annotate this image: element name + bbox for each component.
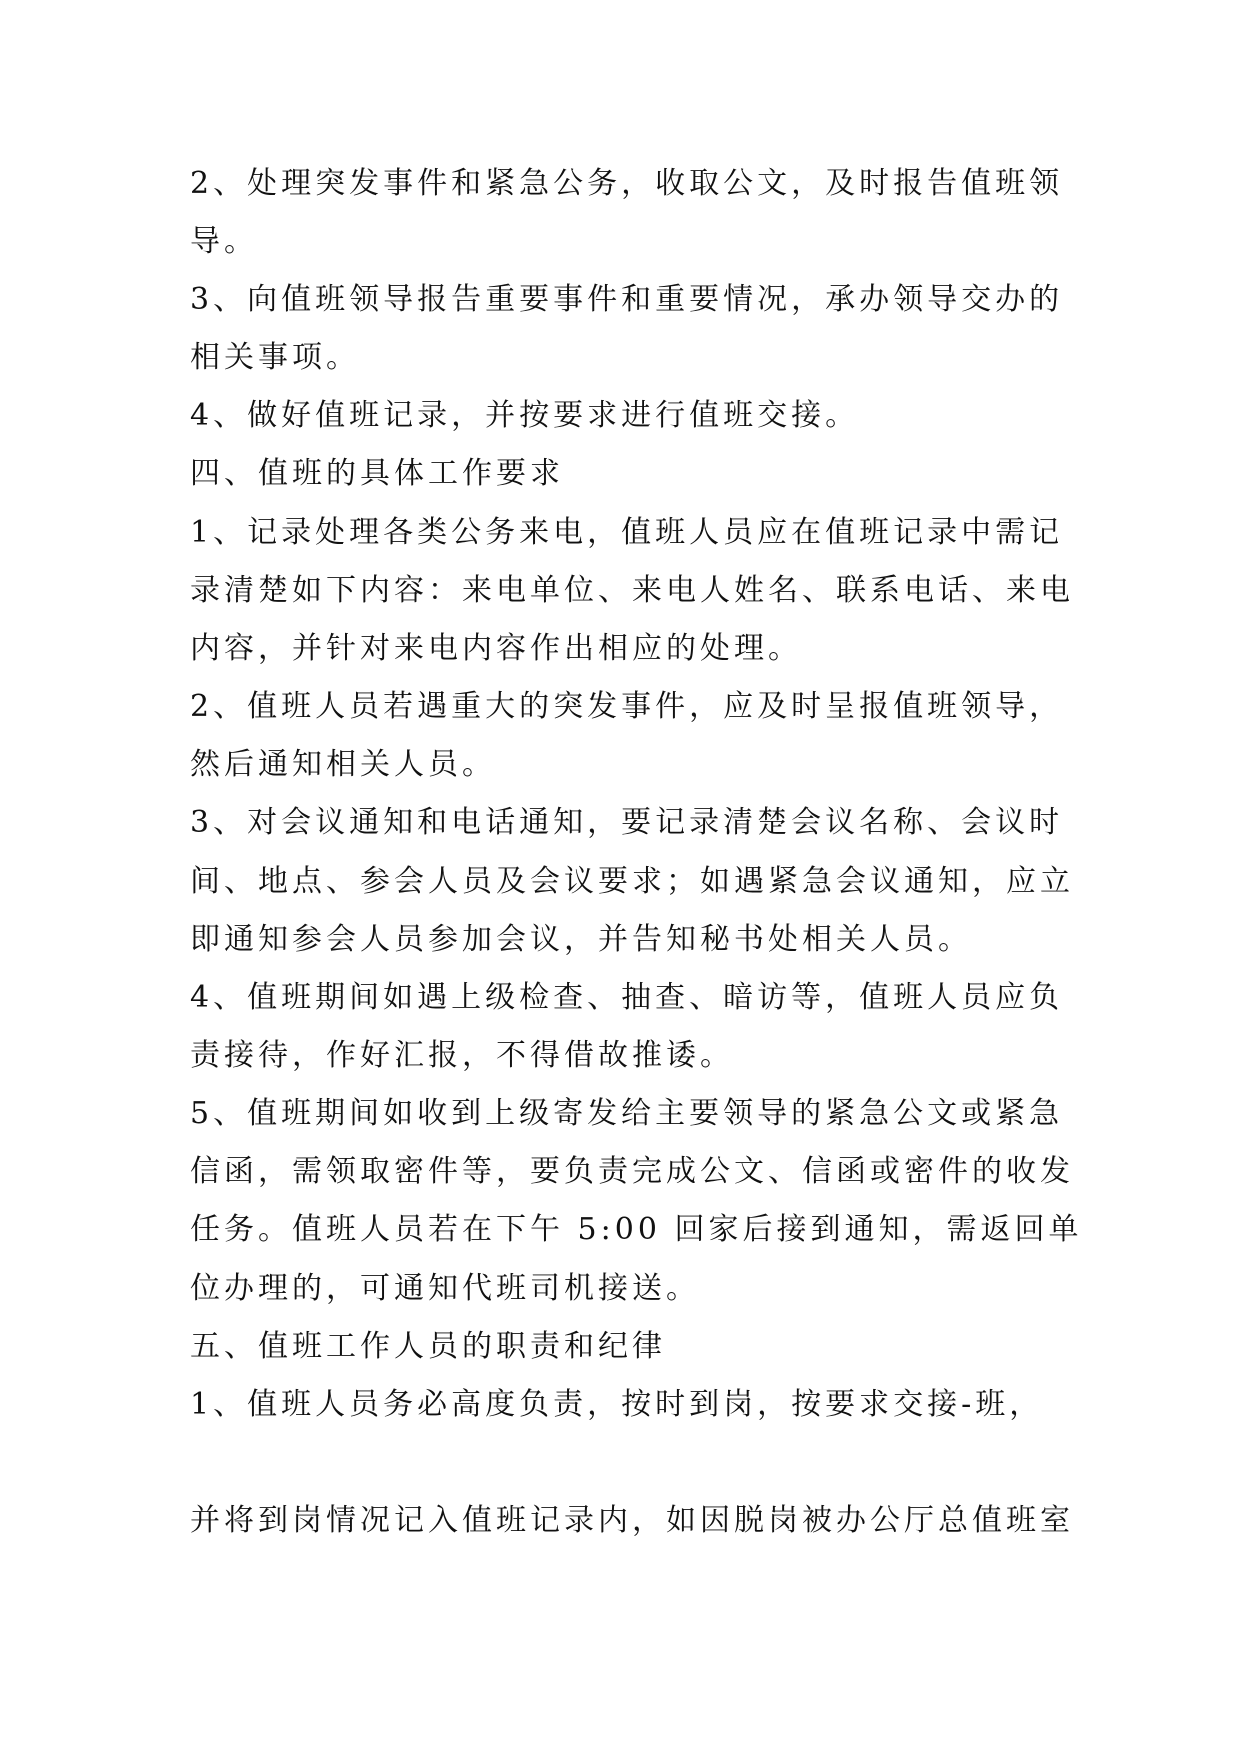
text-line: 5、值班期间如收到上级寄发给主要领导的紧急公文或紧急 [190,1096,1064,1131]
text-line: 位办理的，可通知代班司机接送。 [190,1271,700,1306]
section-heading: 四、值班的具体工作要求 [190,456,564,491]
text-line: 导。 [190,224,258,259]
text-line: 3、对会议通知和电话通知，要记录清楚会议名称、会议时 [190,805,1064,840]
text-line: 信函，需领取密件等，要负责完成公文、信函或密件的收发 [190,1154,1074,1189]
section-heading: 五、值班工作人员的职责和纪律 [190,1329,666,1364]
text-line: 间、地点、参会人员及会议要求；如遇紧急会议通知，应立 [190,864,1074,899]
text-line: 2、处理突发事件和紧急公务，收取公文，及时报告值班领 [190,166,1064,201]
text-line: 4、值班期间如遇上级检查、抽查、暗访等，值班人员应负 [190,980,1064,1015]
text-line: 内容，并针对来电内容作出相应的处理。 [190,631,802,666]
text-line: 1、值班人员务必高度负责，按时到岗，按要求交接-班， [190,1387,1044,1422]
text-line: 2、值班人员若遇重大的突发事件，应及时呈报值班领导， [190,689,1064,724]
text-line: 1、记录处理各类公务来电，值班人员应在值班记录中需记 [190,515,1064,550]
text-line: 任务。值班人员若在下午 5:00 回家后接到通知，需返回单 [190,1212,1083,1247]
text-line: 相关事项。 [190,340,360,375]
text-line: 3、向值班领导报告重要事件和重要情况，承办领导交办的 [190,282,1064,317]
text-line: 即通知参会人员参加会议，并告知秘书处相关人员。 [190,922,972,957]
text-line: 4、做好值班记录，并按要求进行值班交接。 [190,398,860,433]
text-line: 录清楚如下内容：来电单位、来电人姓名、联系电话、来电 [190,573,1074,608]
text-line: 然后通知相关人员。 [190,747,496,782]
text-line: 责接待，作好汇报，不得借故推诿。 [190,1038,734,1073]
text-line: 并将到岗情况记入值班记录内，如因脱岗被办公厅总值班室 [190,1503,1074,1538]
